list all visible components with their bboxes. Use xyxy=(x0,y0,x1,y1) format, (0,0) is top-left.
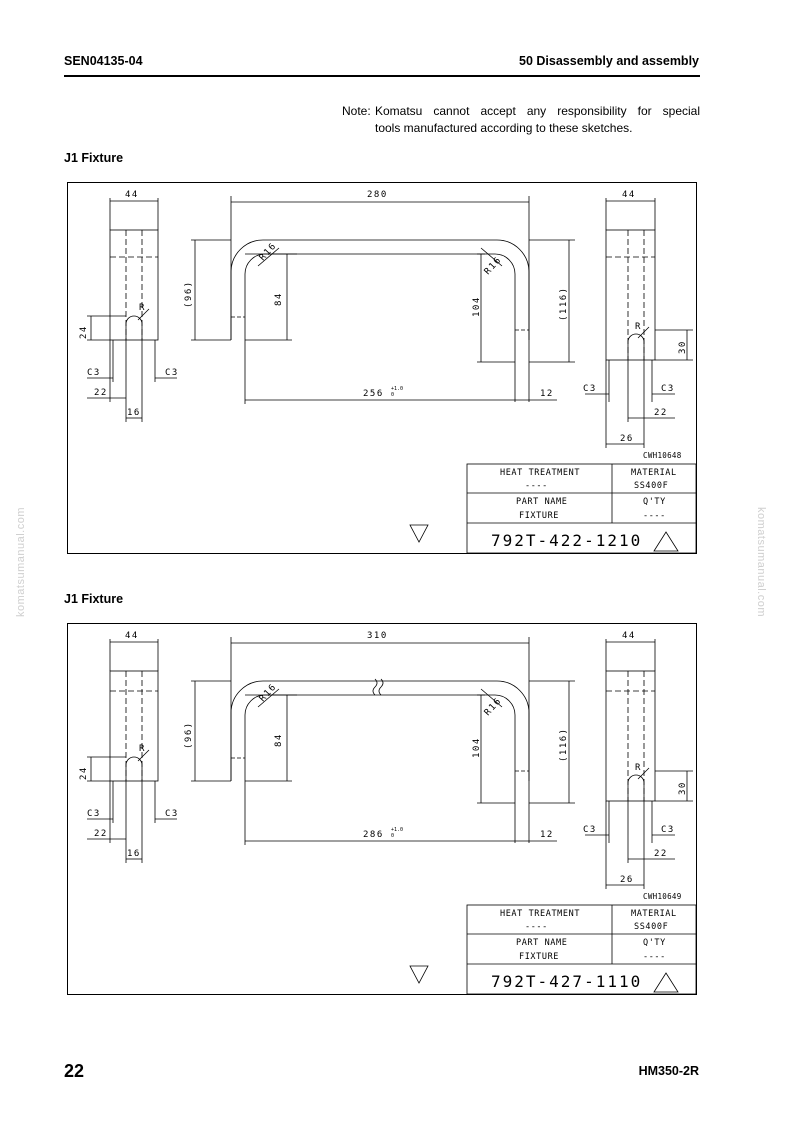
note-line-2: tools manufactured according to these sketches. xyxy=(375,121,633,135)
dim-c3-d: C3 xyxy=(661,384,675,394)
part-number: 792T-427-1110 xyxy=(491,972,643,991)
part-name-label: PART NAME xyxy=(516,938,568,948)
fixture-drawing-2 xyxy=(67,623,697,996)
fixture-title-2: J1 Fixture xyxy=(64,592,124,606)
fixture-drawing-1 xyxy=(67,182,697,555)
dim-h96: (96) xyxy=(184,721,194,749)
heat-treatment-label: HEAT TREATMENT xyxy=(500,909,581,919)
material-label: MATERIAL xyxy=(631,909,677,919)
dim-h116: (116) xyxy=(559,727,569,762)
dim-c3-a: C3 xyxy=(87,809,101,819)
dim-length: 310 xyxy=(367,631,388,641)
dim-16: 16 xyxy=(127,408,141,418)
dim-bottom-main: 256 xyxy=(363,389,384,399)
note-line-1: Komatsu cannot accept any responsibility for special xyxy=(375,104,700,118)
dim-h116: (116) xyxy=(559,286,569,321)
dim-26: 26 xyxy=(620,875,634,885)
heat-treatment-value: ---- xyxy=(525,922,548,932)
dim-26: 26 xyxy=(620,434,634,444)
section-title: 50 Disassembly and assembly xyxy=(519,54,699,68)
header-rule xyxy=(64,75,700,77)
fixture-title-1: J1 Fixture xyxy=(64,151,124,165)
dim-r-left: R xyxy=(139,744,146,754)
dim-c3-b: C3 xyxy=(165,809,179,819)
dim-r-right: R xyxy=(635,322,642,332)
dim-c3-c: C3 xyxy=(583,825,597,835)
dim-22-left: 22 xyxy=(94,829,108,839)
watermark-left: komatsumanual.com xyxy=(15,507,27,617)
part-name-value: FIXTURE xyxy=(519,511,560,521)
dim-r16-right: R16 xyxy=(482,254,505,278)
part-name-value: FIXTURE xyxy=(519,952,560,962)
dim-c3-a: C3 xyxy=(87,368,101,378)
dim-width-left: 44 xyxy=(125,190,139,200)
model-name: HM350-2R xyxy=(638,1064,699,1078)
dim-h84: 84 xyxy=(274,292,284,306)
drawing-code: CWH10649 xyxy=(643,892,682,901)
material-value: SS400F xyxy=(634,481,669,491)
part-name-label: PART NAME xyxy=(516,497,568,507)
watermark-right: komatsumanual.com xyxy=(755,507,767,617)
heat-treatment-value: ---- xyxy=(525,481,548,491)
doc-code: SEN04135-04 xyxy=(64,54,143,68)
dim-width-right: 44 xyxy=(622,190,636,200)
dim-16: 16 xyxy=(127,849,141,859)
dim-22-right: 22 xyxy=(654,849,668,859)
dim-tolerance-lower: 0 xyxy=(391,833,395,839)
material-value: SS400F xyxy=(634,922,669,932)
dim-r16-right: R16 xyxy=(482,695,505,719)
heat-treatment-label: HEAT TREATMENT xyxy=(500,468,581,478)
dim-12: 12 xyxy=(540,830,554,840)
qty-label: Q'TY xyxy=(643,938,666,948)
dim-c3-d: C3 xyxy=(661,825,675,835)
dim-tolerance-upper: +1.0 xyxy=(391,386,404,392)
dim-tolerance-upper: +1.0 xyxy=(391,827,404,833)
dim-30: 30 xyxy=(678,340,688,354)
dim-tolerance-lower: 0 xyxy=(391,392,395,398)
part-number: 792T-422-1210 xyxy=(491,531,643,550)
dim-h96: (96) xyxy=(184,280,194,308)
qty-label: Q'TY xyxy=(643,497,666,507)
dim-r-left: R xyxy=(139,303,146,313)
front-view xyxy=(191,637,575,845)
dim-h24: 24 xyxy=(79,766,89,780)
dim-width-left: 44 xyxy=(125,631,139,641)
dim-h84: 84 xyxy=(274,733,284,747)
dim-r16-left: R16 xyxy=(257,240,280,264)
dim-r-right: R xyxy=(635,763,642,773)
note-label: Note: xyxy=(342,104,371,118)
material-label: MATERIAL xyxy=(631,468,677,478)
dim-h24: 24 xyxy=(79,325,89,339)
dim-length: 280 xyxy=(367,190,388,200)
drawing-code: CWH10648 xyxy=(643,451,682,460)
dim-h104: 104 xyxy=(472,296,482,317)
dim-h104: 104 xyxy=(472,737,482,758)
page-number: 22 xyxy=(64,1061,85,1081)
dim-c3-b: C3 xyxy=(165,368,179,378)
qty-value: ---- xyxy=(643,511,666,521)
dim-22-left: 22 xyxy=(94,388,108,398)
qty-value: ---- xyxy=(643,952,666,962)
dim-22-right: 22 xyxy=(654,408,668,418)
dim-r16-left: R16 xyxy=(257,681,280,705)
dim-30: 30 xyxy=(678,781,688,795)
front-view xyxy=(191,196,575,404)
dim-bottom-main: 286 xyxy=(363,830,384,840)
dim-width-right: 44 xyxy=(622,631,636,641)
dim-12: 12 xyxy=(540,389,554,399)
dim-c3-c: C3 xyxy=(583,384,597,394)
